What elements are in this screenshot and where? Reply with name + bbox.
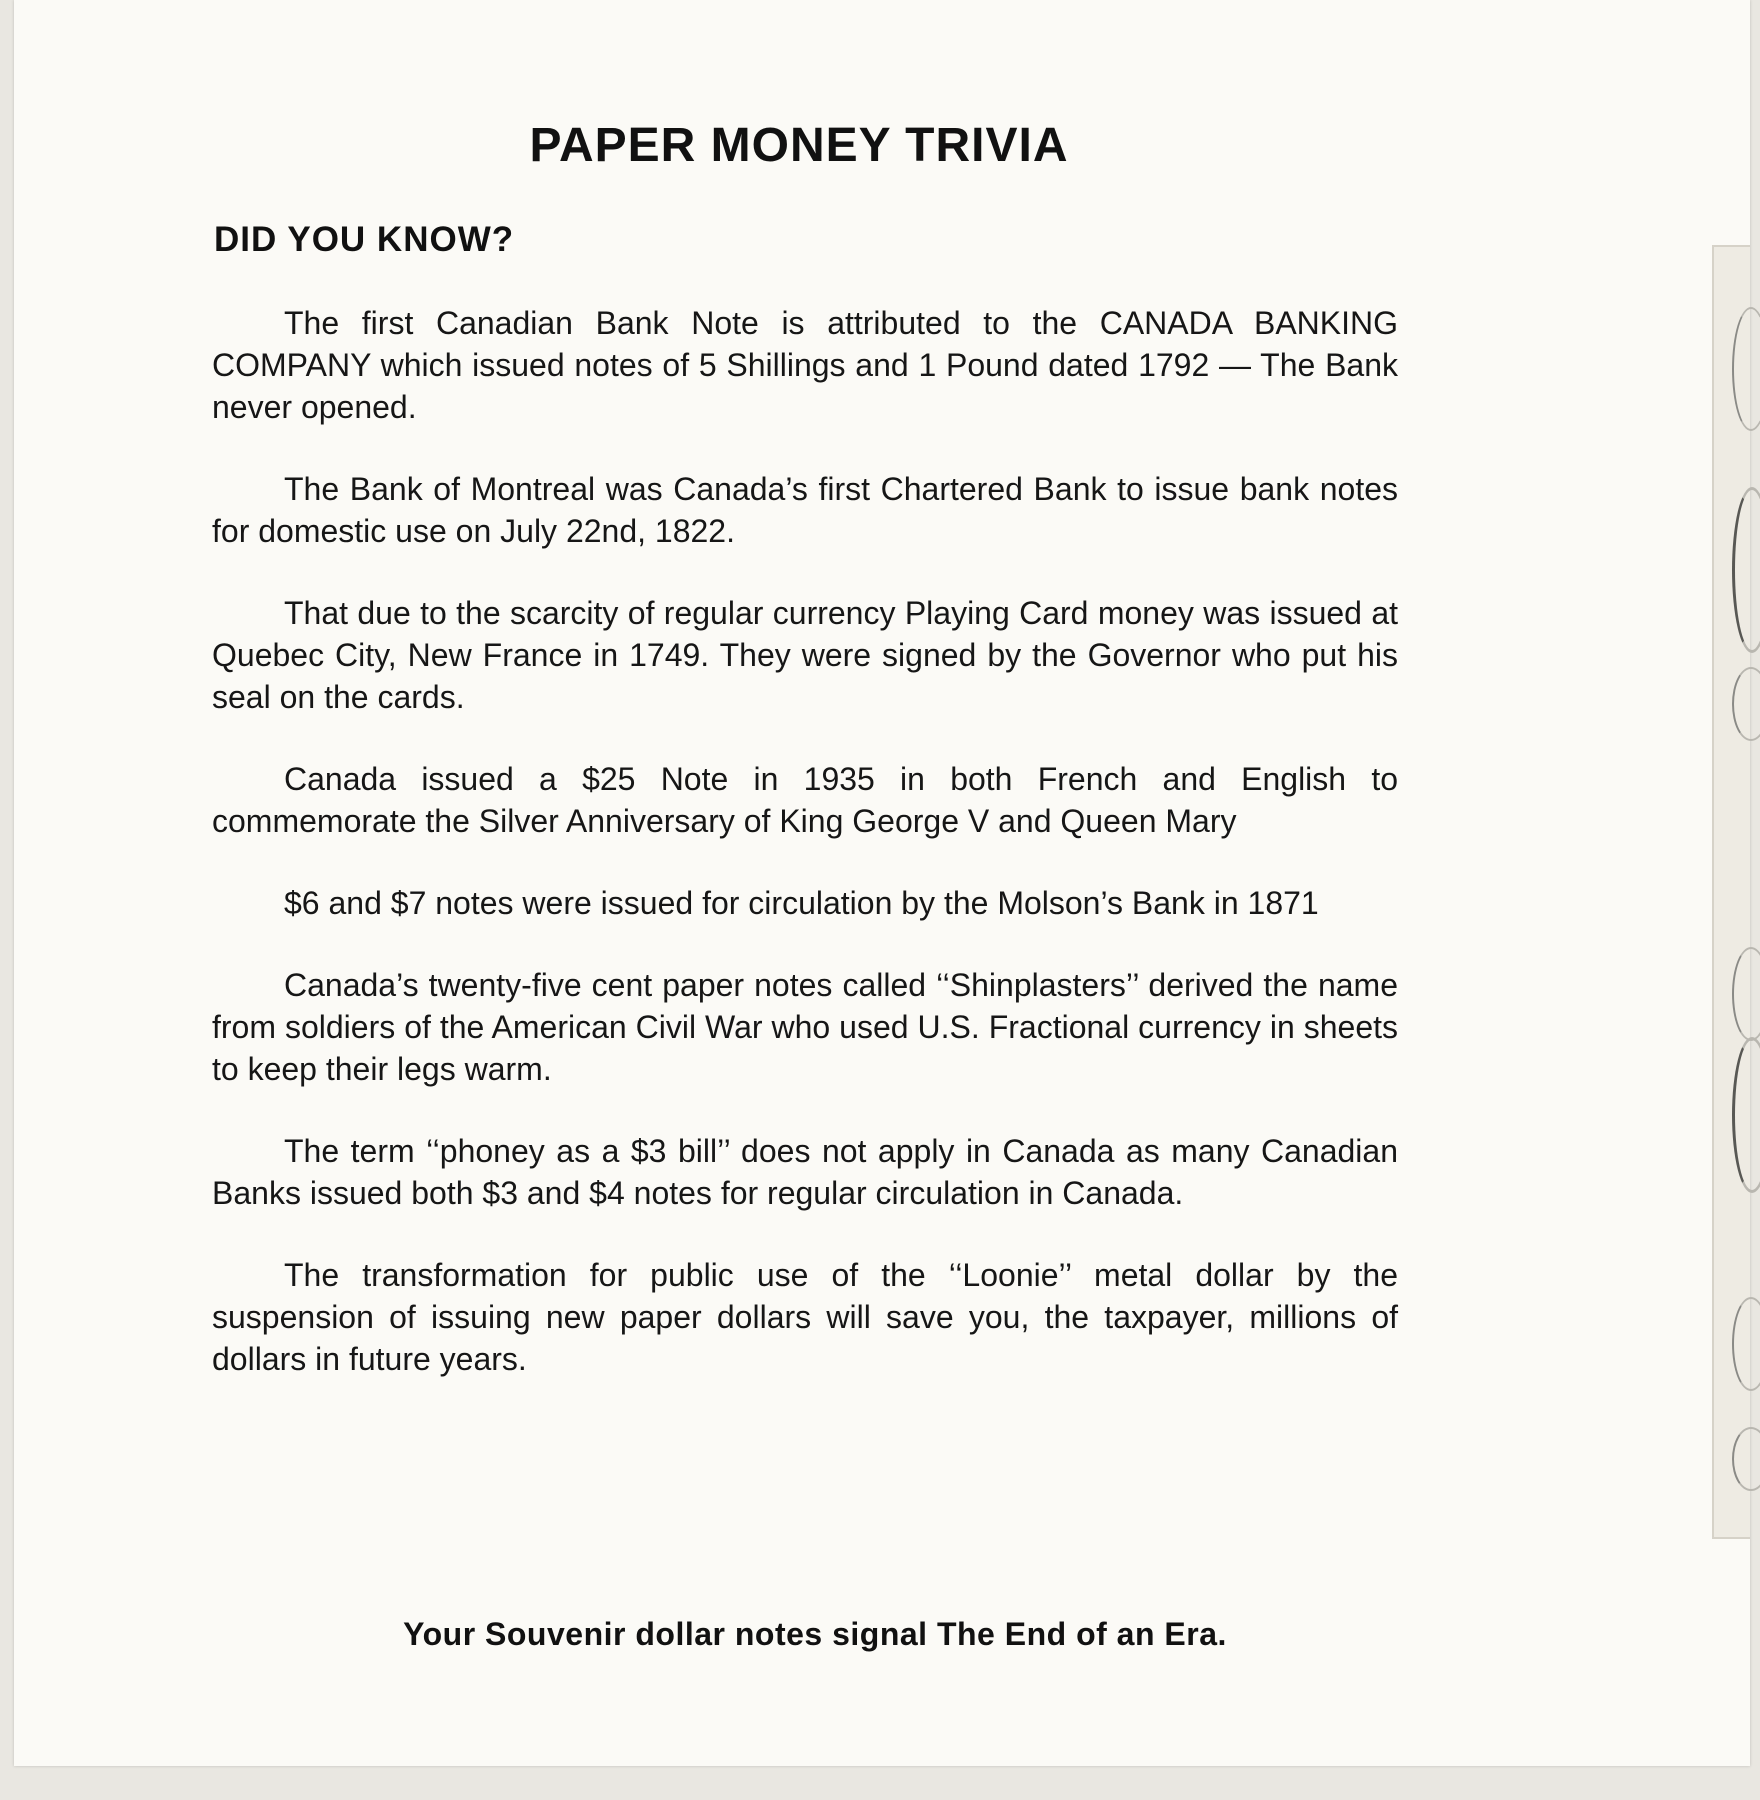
engraving-mark <box>1732 947 1760 1041</box>
trivia-paragraph: The term ‘‘phoney as a $3 bill’’ does not apply in Canada as many Canadian Banks issued both $3 and $4 notes for regular circulation in Canada. <box>212 1133 1398 1211</box>
document-page <box>14 0 1750 1766</box>
engraving-mark <box>1732 667 1760 741</box>
engraving-mark <box>1732 307 1760 431</box>
trivia-paragraph: That due to the scarcity of regular currency Playing Card money was issued at Quebec City, New France in 1749. They were signed by the Governor who put his seal on the cards. <box>212 595 1398 715</box>
trivia-paragraph: The transformation for public use of the ‘‘Loonie’’ metal dollar by the suspension of issuing new paper dollars will save you, the taxpayer, millions of dollars in future years. <box>212 1257 1398 1377</box>
trivia-list <box>212 302 1398 1420</box>
closing-statement: Your Souvenir dollar notes signal The End of an Era. <box>403 1616 1227 1652</box>
trivia-paragraph: $6 and $7 notes were issued for circulation by the Molson’s Bank in 1871 <box>284 885 1319 921</box>
adjacent-page-edge <box>1712 245 1750 1539</box>
trivia-paragraph: The first Canadian Bank Note is attributed to the CANADA BANKING COMPANY which issued notes of 5 Shillings and 1 Pound dated 1792 — The Bank never opened. <box>212 305 1398 425</box>
trivia-paragraph: Canada’s twenty-five cent paper notes called ‘‘Shinplasters’’ derived the name from soldiers of the American Civil War who used U.S. Fractional currency in sheets to keep their legs warm. <box>212 967 1398 1087</box>
page-title: PAPER MONEY TRIVIA <box>529 119 1069 172</box>
engraving-mark <box>1732 1037 1760 1193</box>
trivia-paragraph: Canada issued a $25 Note in 1935 in both French and English to commemorate the Silver Anniversary of King George V and Queen Mary <box>212 761 1398 839</box>
engraving-mark <box>1732 1427 1760 1491</box>
engraving-mark <box>1732 1297 1760 1391</box>
trivia-paragraph: The Bank of Montreal was Canada’s first Chartered Bank to issue bank notes for domestic use on July 22nd, 1822. <box>212 471 1398 549</box>
section-heading: DID YOU KNOW? <box>214 220 515 259</box>
engraving-mark <box>1732 487 1760 653</box>
